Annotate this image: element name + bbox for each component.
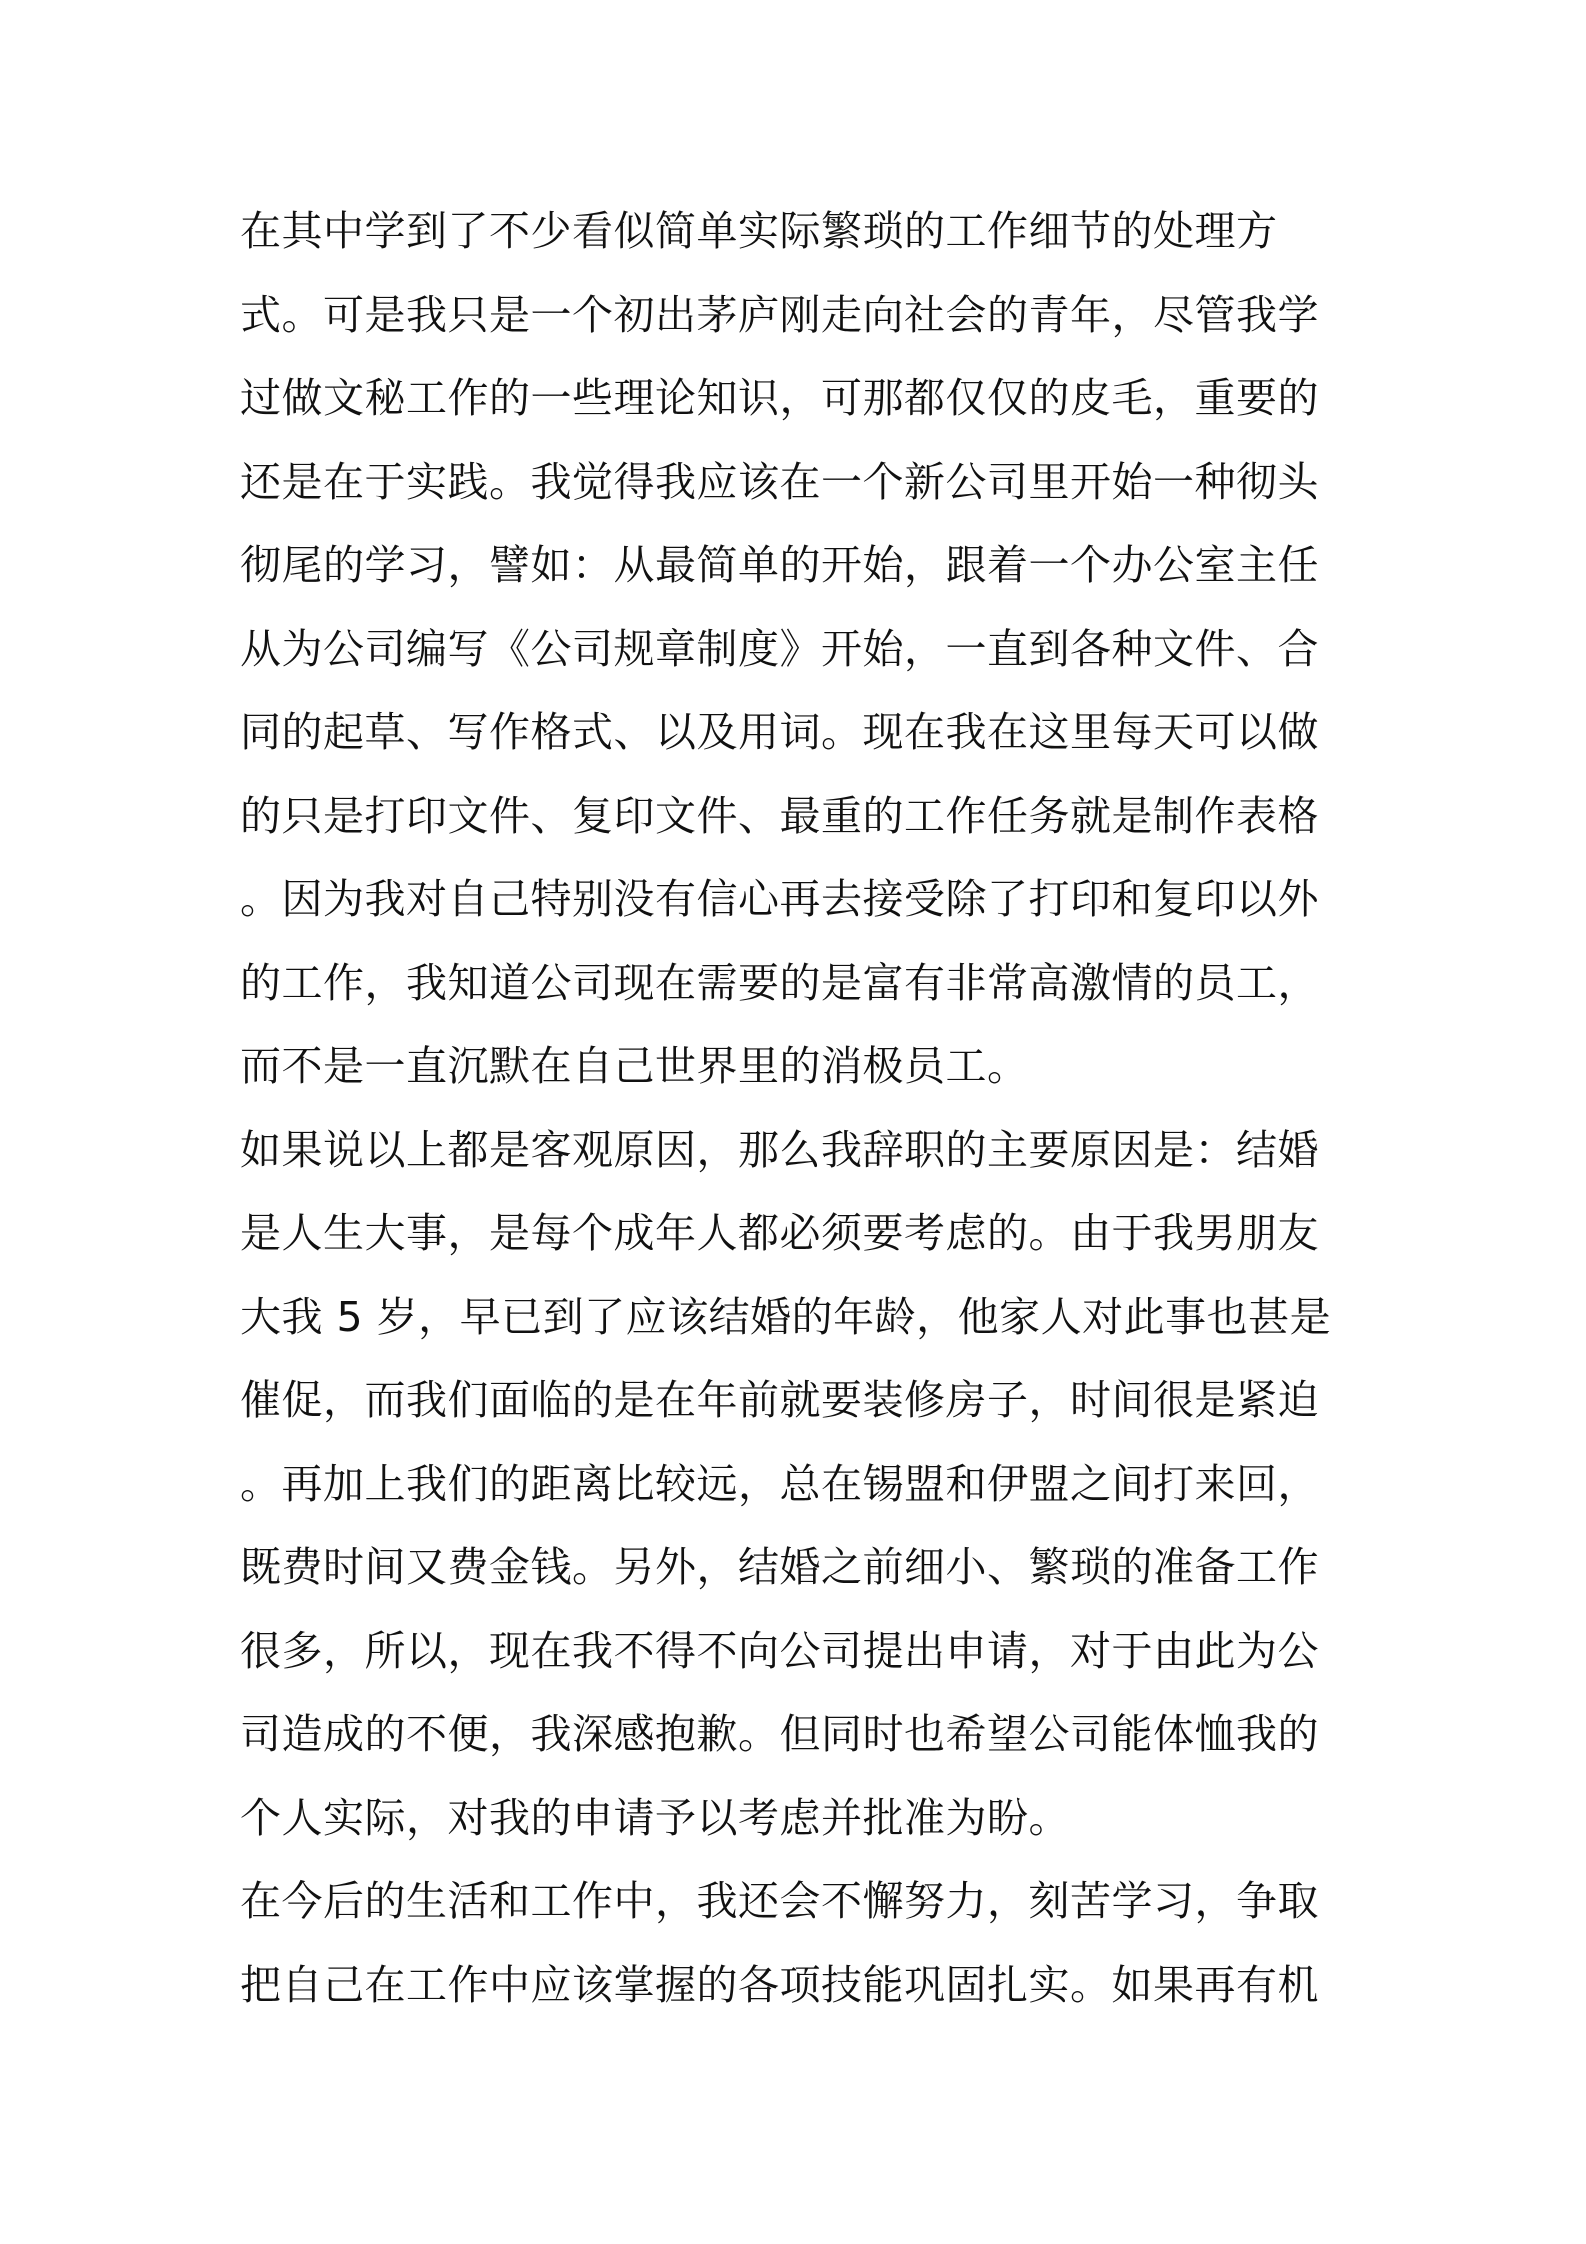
text-line: 在今后的生活和工作中，我还会不懈努力，刻苦学习，争取: [240, 1877, 1319, 1925]
text-line: 式。可是我只是一个初出茅庐刚走向社会的青年，尽管我学: [240, 290, 1319, 339]
text-line: 。因为我对自己特别没有信心再去接受除了打印和复印以外: [240, 875, 1319, 923]
text-line: 的只是打印文件、复印文件、最重的工作任务就是制作表格: [240, 791, 1319, 840]
text-line: 是人生大事，是每个成年人都必须要考虑的。由于我男朋友: [240, 1209, 1319, 1257]
text-line: 大我 5 岁，早已到了应该结婚的年龄，他家人对此事也甚是: [240, 1292, 1332, 1341]
text-line: 个人实际，对我的申请予以考虑并批准为盼。: [240, 1793, 1070, 1842]
text-line: 在其中学到了不少看似简单实际繁琐的工作细节的处理方: [240, 207, 1278, 255]
text-line: 从为公司编写《公司规章制度》开始，一直到各种文件、合: [240, 624, 1319, 673]
text-line: 如果说以上都是客观原因，那么我辞职的主要原因是：结婚: [240, 1125, 1319, 1174]
text-line: 很多，所以，现在我不得不向公司提出申请，对于由此为公: [240, 1626, 1319, 1675]
text-line: 还是在于实践。我觉得我应该在一个新公司里开始一种彻头: [240, 457, 1319, 506]
text-line: 彻尾的学习，譬如：从最简单的开始，跟着一个办公室主任: [240, 541, 1319, 589]
text-line: 催促，而我们面临的是在年前就要装修房子，时间很是紧迫: [240, 1376, 1319, 1424]
text-line: 。再加上我们的距离比较远，总在锡盟和伊盟之间打来回，: [240, 1459, 1319, 1508]
text-line: 司造成的不便，我深感抱歉。但同时也希望公司能体恤我的: [240, 1710, 1319, 1758]
text-line: 的工作，我知道公司现在需要的是富有非常高激情的员工，: [240, 958, 1319, 1007]
text-line: 既费时间又费金钱。另外，结婚之前细小、繁琐的准备工作: [240, 1543, 1319, 1591]
text-line: 把自己在工作中应该掌握的各项技能巩固扎实。如果再有机: [240, 1960, 1319, 2009]
text-line: 同的起草、写作格式、以及用词。现在我在这里每天可以做: [240, 708, 1319, 756]
text-line: 而不是一直沉默在自己世界里的消极员工。: [240, 1042, 1029, 1090]
text-line: 过做文秘工作的一些理论知识，可那都仅仅的皮毛，重要的: [240, 374, 1319, 422]
body-text: [240, 190, 1360, 2027]
